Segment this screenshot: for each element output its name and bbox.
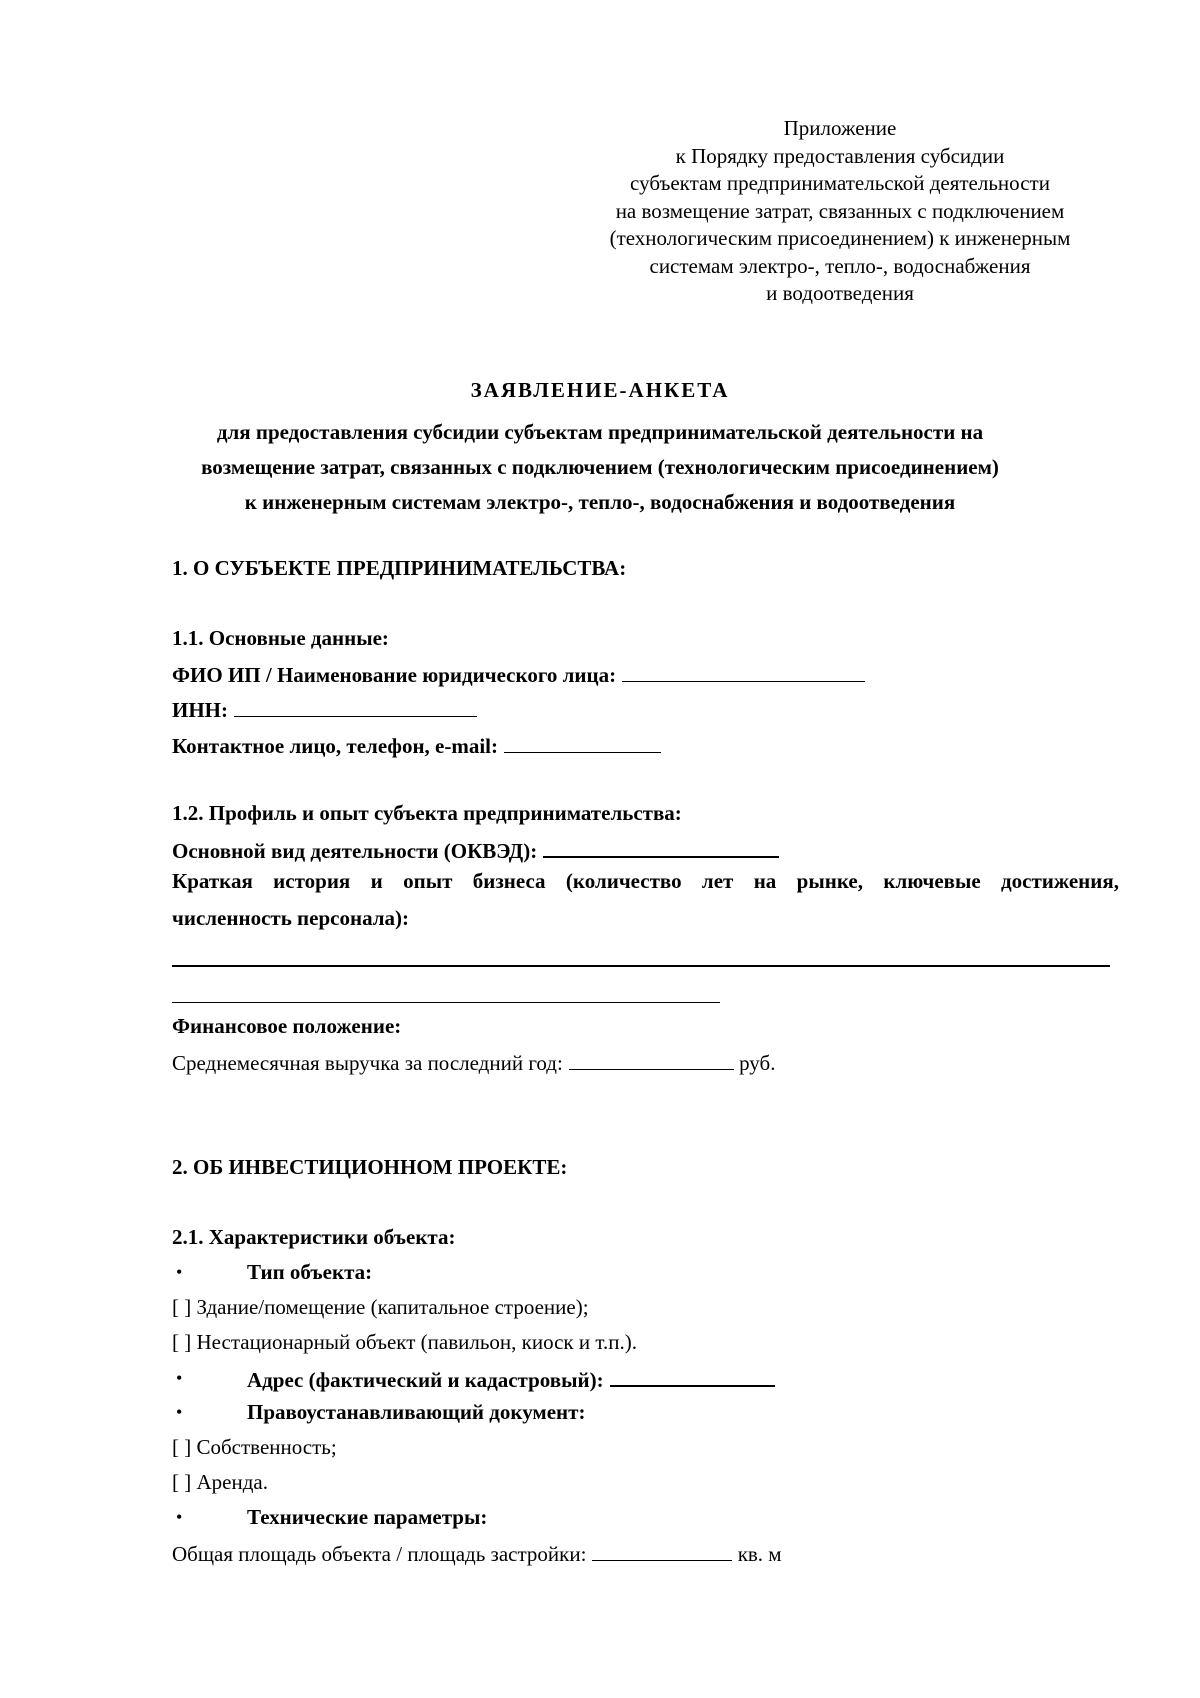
- subtitle-line: к инженерным системам электро-, тепло-, водоснабжения и водоотведения: [244, 490, 956, 514]
- annex-line: на возмещение затрат, связанных с подключением: [615, 198, 1065, 223]
- annex-line: и водоотведения: [766, 281, 914, 305]
- ownership-doc-label: Правоустанавливающий документ:: [247, 1400, 586, 1424]
- ownership-option-lease[interactable]: [ ] Аренда.: [172, 1470, 268, 1494]
- document-subtitle: [0, 415, 1200, 520]
- fio-field[interactable]: [622, 661, 865, 682]
- annex-line: субъектам предпринимательской деятельности: [630, 171, 1050, 195]
- address-field[interactable]: [610, 1365, 775, 1387]
- section-2-heading: 2. ОБ ИНВЕСТИЦИОННОМ ПРОЕКТЕ:: [172, 1155, 568, 1179]
- object-heading: 2.1. Характеристики объекта:: [172, 1225, 456, 1249]
- revenue-field[interactable]: [569, 1049, 734, 1070]
- history-field-line-1[interactable]: [172, 965, 1110, 967]
- inn-label: ИНН:: [172, 698, 228, 722]
- revenue-label: Среднемесячная выручка за последний год:: [172, 1051, 563, 1075]
- contact-label: Контактное лицо, телефон, e-mail:: [172, 734, 499, 758]
- subtitle-line: для предоставления субсидии субъектам предпринимательской деятельности на: [216, 420, 984, 444]
- revenue-unit: руб.: [739, 1051, 776, 1075]
- history-line-2: численность персонала):: [172, 906, 410, 930]
- annex-line: к Порядку предоставления субсидии: [675, 143, 1005, 168]
- area-field[interactable]: [592, 1540, 732, 1561]
- okved-field[interactable]: [543, 836, 779, 858]
- area-label: Общая площадь объекта / площадь застройки:: [172, 1542, 587, 1566]
- history-field-line-2[interactable]: [172, 1002, 720, 1003]
- revenue-row: [172, 1049, 775, 1076]
- annex-line: Приложение: [783, 116, 897, 140]
- address-row: [247, 1365, 775, 1393]
- bullet-icon: •: [176, 1507, 183, 1527]
- contact-row: [172, 732, 661, 759]
- area-unit: кв. м: [737, 1542, 782, 1566]
- subtitle-line: возмещение затрат, связанных с подключением (технологическим присоединением): [201, 455, 999, 479]
- tech-params-label: Технические параметры:: [247, 1505, 488, 1529]
- bullet-icon: •: [176, 1368, 183, 1388]
- address-label: Адрес (фактический и кадастровый):: [247, 1368, 604, 1392]
- annex-line: (технологическим присоединением) к инженерным: [609, 226, 1071, 250]
- inn-field[interactable]: [234, 696, 477, 717]
- okved-row: [172, 836, 779, 864]
- inn-row: [172, 696, 477, 723]
- object-type-option-kiosk[interactable]: [ ] Нестационарный объект (павильон, киоск и т.п.).: [172, 1330, 637, 1354]
- annex-line: системам электро-, тепло-, водоснабжения: [649, 253, 1031, 278]
- bullet-icon: •: [176, 1262, 183, 1282]
- bullet-icon: •: [176, 1402, 183, 1422]
- section-1-heading: 1. О СУБЪЕКТЕ ПРЕДПРИНИМАТЕЛЬСТВА:: [172, 556, 627, 580]
- document-title: ЗАЯВЛЕНИЕ-АНКЕТА: [470, 378, 730, 402]
- basic-data-heading: 1.1. Основные данные:: [172, 626, 389, 650]
- contact-field[interactable]: [504, 732, 661, 753]
- fio-label: ФИО ИП / Наименование юридического лица:: [172, 663, 617, 687]
- object-type-label: Тип объекта:: [247, 1260, 373, 1284]
- profile-heading: 1.2. Профиль и опыт субъекта предпринимательства:: [172, 801, 682, 825]
- fio-row: [172, 661, 865, 688]
- finance-heading: Финансовое положение:: [172, 1014, 402, 1038]
- ownership-option-property[interactable]: [ ] Собственность;: [172, 1435, 337, 1459]
- object-type-option-building[interactable]: [ ] Здание/помещение (капитальное строение);: [172, 1295, 589, 1319]
- annex-header: [560, 115, 1120, 308]
- okved-label: Основной вид деятельности (ОКВЭД):: [172, 839, 538, 863]
- history-line-1: Краткая история и опыт бизнеса (количество лет на рынке, ключевые достижения,: [172, 869, 1119, 893]
- area-row: [172, 1540, 782, 1567]
